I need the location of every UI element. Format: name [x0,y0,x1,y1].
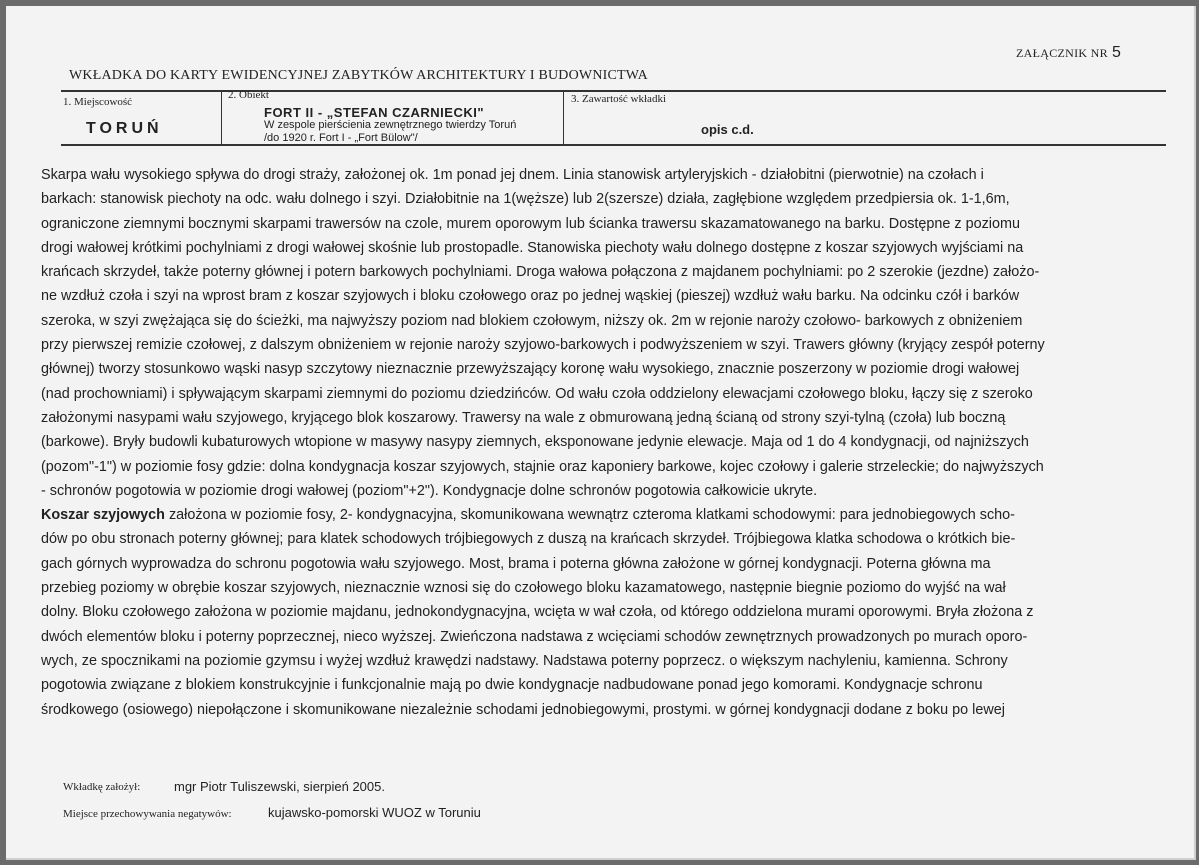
body-line: pogotowia związane z blokiem konstrukcyjnie i funkcjonalnie mają po dwie kondygnacje nadbudowane ponad jego komorami. Kondygnacje schronu [41,677,983,694]
object-subtitle-2: /do 1920 r. Fort I - „Fort Bülow"/ [264,132,418,144]
body-line [41,503,1165,527]
koszar-first-line: założona w poziomie fosy, 2- kondygnacyjna, skomunikowana wewnątrz czteroma klatkami schodowymi: para jednobiegowych scho- [164,507,1015,524]
object-subtitle-1: W zespole pierścienia zewnętrznego twierdzy Toruń [264,119,517,131]
body-line: krańcach skrzydeł, także poterny głównej i potern barkowych pochylniami. Droga wałowa połączona z majdanem pochylniami: po 2 szerokie (jezdne) założo- [41,264,1040,281]
author-label: Wkładkę założył: [63,781,141,793]
negatives-value: kujawsko-pomorski WUOZ w Toruniu [268,805,481,820]
document-sheet [6,6,1196,860]
body-line: szeroka, w szyi zwężająca się do ścieżki, ma najwyższy poziom nad blokiem czołowym, niższy ok. 2m w rejonie naroży czołowo- barkowych z obniżeniem [41,312,1023,329]
annex-label [1016,44,1121,62]
body-line: drogi wałowej krótkimi pochylniami z drogi wałowej skośnie lub prostopadle. Stanowiska piechoty wału dolnego dostępne z koszar szyjowych wyjściami na [41,239,1024,256]
negatives-label: Miejsce przechowywania negatywów: [63,808,232,820]
object-label: 2. Obiekt [228,89,269,101]
body-line: założonymi nasypami wału szyjowego, kryjącego blok koszarowy. Trawersy na wale z obmurowaną jedną ścianą od strony szyi-tylną (czoła) lub boczną [41,409,1006,426]
header-bottom-rule [61,144,1166,146]
body-line: Skarpa wału wysokiego spływa do drogi straży, założonej ok. 1m ponad jej dnem. Linia stanowisk artyleryjskich - działobitni (pierwotnie) na czołach i [41,167,984,183]
author-value: mgr Piotr Tuliszewski, sierpień 2005. [174,779,385,794]
header-divider-1 [221,90,222,145]
description-body [41,163,1165,722]
locality-label: 1. Miejscowość [63,96,133,108]
document-title: WKŁADKA DO KARTY EWIDENCYJNEJ ZABYTKÓW ARCHITEKTURY I BUDOWNICTWA [69,68,648,83]
annex-number: 5 [1111,44,1122,61]
body-line: barkach: stanowisk piechoty na odc. wału dolnego i szyi. Działobitnie na 1(węższe) lub 2(szersze) działa, zagłębione względem przedpiersia ok. 1-1,6m, [41,191,1010,208]
body-line: przebieg poziomy w obrębie koszar szyjowych, nieznacznie wznosi się do czołowego bloku kazamatowego, następnie biegnie poziomo do wyjść na wał [41,580,1006,597]
body-line: wych, ze spocznikami na poziomie gzymsu i wyżej wzdłuż krawędzi nadstawy. Nadstawa poterny poprzecz. o większym nachyleniu, kamienna. Schrony [41,652,1008,669]
content-value: opis c.d. [701,122,754,137]
content-label: 3. Zawartość wkładki [571,93,666,105]
body-line: (nad prochowniami) i spływającym skarpami ziemnymi do poziomu dziedzińców. Od wału czoła oddzielony elewacjami czołowego bloku, łączy się z szeroko [41,385,1033,402]
body-line: ograniczone ziemnymi bocznymi skarpami trawersów na czole, murem oporowym lub ścianka trawersu skazamatowanego na barku. Dostępne z poziomu [41,215,1020,232]
body-line: głównej) tworzy stosunkowo wąski nasyp szczytowy nieznacznie przewyższający koronę wału wysokiego, znacznie poszerzony w poziomie drogi wałowej [41,361,1020,378]
body-line: gach górnych wyprowadza do schronu pogotowia wału szyjowego. Most, brama i poterna główna założone w górnej kondygnacji. Poterna główna ma [41,555,991,572]
object-name: FORT II - „STEFAN CZARNIECKI" [264,105,484,120]
locality-value: TORUŃ [86,120,163,137]
header-top-rule [61,90,1166,92]
body-line: ne wzdłuż czoła i szyi na wprost bram z koszar szyjowych i bloku czołowego oraz po jednej wąskiej (pieszej) wzdłuż wału barku. Na odcinku czół i barków [41,288,1020,305]
body-line: środkowego (osiowego) niepołączone i skomunikowane niezależnie schodami jednobiegowymi, prostymi. w górnej kondygnacji dodane z boku po lewej [41,701,1005,718]
body-line: (pozom"-1") w poziomie fosy gdzie: dolna kondygnacja koszar szyjowych, stajnie oraz kaponiery barkowe, kojec czołowy i galerie strzeleckie; do najwyższych [41,458,1044,475]
body-line: (barkowe). Bryły budowli kubaturowych wtopione w masywy nasypy ziemnych, eksponowane jedynie elewacje. Maja od 1 do 4 kondygnacji, od najniższych [41,434,1029,451]
body-line: dwóch elementów bloku i poterny poprzecznej, nieco wyższej. Zwieńczona nadstawa z wcięciami schodów zewnętrznych prowadzonych po murach oporo- [41,628,1028,645]
body-line: dów po obu stronach poterny głównej; para klatek schodowych trójbiegowych z duszą na krańcach skrzydeł. Trójbiegowa klatka schodowa o krótkich bie- [41,531,1016,548]
body-line: - schronów pogotowia w poziomie drogi wałowej (poziom"+2"). Kondygnacje dolne schronów pogotowia całkowicie ukryte. [41,482,818,499]
body-line: przy pierwszej remizie czołowej, z dalszym obniżeniem w rejonie naroży szyjowo-barkowych i podwyższeniem w szyi. Trawers główny (kryjący zespół poterny [41,337,1045,354]
body-line: dolny. Bloku czołowego założona w poziomie majdanu, jednokondygnacyjna, wcięta w wał czoła, od którego oddzielona murami oporowymi. Bryła złożona z [41,604,1034,621]
header-divider-2 [563,90,564,145]
annex-text: ZAŁĄCZNIK NR [1016,46,1108,60]
koszar-heading: Koszar szyjowych [41,507,165,524]
